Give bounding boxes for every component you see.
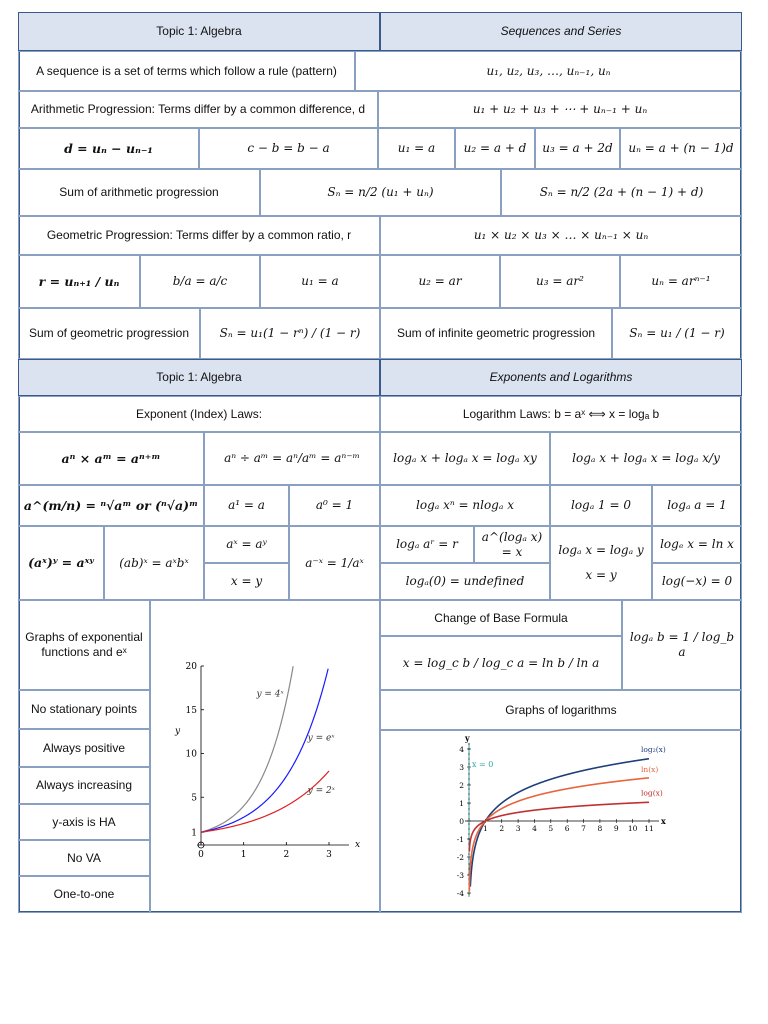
y-tick-label: 1 [191,828,197,839]
exp-equal-powers: aˣ = aʸ [204,526,289,563]
gp-product: u₁ × u₂ × u₃ × … × uₙ₋₁ × uₙ [380,216,742,255]
log-equality-line-2: x = y [585,568,617,582]
series-label: log₂(x) [641,745,666,755]
y-tick-label: -2 [456,853,464,862]
exp-product-power: (ab)ˣ = aˣbˣ [104,526,204,600]
x-tick-label: 3 [515,824,521,833]
x-tick-label: 1 [240,850,247,860]
log-power-law: logₐ xⁿ = nlogₐ x [380,485,550,526]
header-sequences-series: Sequences and Series [380,12,742,51]
exp-chart [151,601,379,912]
y-tick-label: 0 [459,817,464,826]
log-inverse-1: logₐ aʳ = r [380,526,474,563]
ap-u1: u₁ = a [378,128,455,169]
ap-sum-formula-1: Sₙ = n/2 (u₁ + uₙ) [260,169,501,216]
log-graphs-title: Graphs of logarithms [380,690,742,730]
property-3: Always increasing [18,767,150,804]
property-4: y-axis is HA [18,804,150,840]
exponent-laws-title: Exponent (Index) Laws: [18,396,380,432]
gp-sum-formula: Sₙ = u₁(1 − rⁿ) / (1 − r) [200,308,380,359]
x-axis-label: x [355,840,361,850]
ap-series: u₁ + u₂ + u₃ + ⋯ + uₙ₋₁ + uₙ [378,91,742,128]
asymptote-label: x = 0 [472,760,494,769]
log-product-law: logₐ x + logₐ x = logₐ xy [380,432,550,485]
log-quotient-law: logₐ x + logₐ x = logₐ x/y [550,432,742,485]
y-tick-label: 4 [459,745,464,754]
series-label: ln(x) [641,765,659,774]
ap-definition: Arithmetic Progression: Terms differ by a common difference, d [18,91,378,128]
gp-sum-label: Sum of geometric progression [18,308,200,359]
y-tick-label: 20 [185,662,197,672]
ap-sum-label: Sum of arithmetic progression [18,169,260,216]
header-exponents-logs: Exponents and Logarithms [380,359,742,396]
log-natural: logₑ x = ln x [652,526,742,563]
sequence-definition: A sequence is a set of terms which follow a rule (pattern) [18,51,355,91]
header-topic-left-2: Topic 1: Algebra [18,359,380,396]
series-line [470,759,649,887]
series-label: y = 2ˣ [307,785,335,796]
gp-un: uₙ = arⁿ⁻¹ [620,255,742,308]
exp-negative-power: a⁻ˣ = 1/aˣ [289,526,380,600]
y-axis-label: y [465,733,470,743]
y-tick-label: 1 [459,799,464,808]
x-tick-label: 11 [644,824,654,833]
y-tick-label: 10 [185,749,197,760]
y-tick-label: -1 [456,835,464,844]
exp-product-law: aⁿ × aᵐ = aⁿ⁺ᵐ [18,432,204,485]
x-tick-label: 1 [482,824,488,833]
y-tick-label: 15 [185,705,197,716]
sequence-terms: u₁, u₂, u₃, …, uₙ₋₁, uₙ [355,51,742,91]
y-tick-label: 5 [191,793,197,804]
gp-ratio-equality: b/a = a/c [140,255,260,308]
property-6: One-to-one [18,876,150,913]
log-graph-cell [380,730,742,913]
series-line [469,802,649,851]
logarithm-laws-title: Logarithm Laws: b = aˣ ⟺ x = logₐ b [380,396,742,432]
header-topic-left-1: Topic 1: Algebra [18,12,380,51]
cob-formula: x = log_c b / log_c a = ln b / ln a [380,636,622,690]
log-negative: log(−x) = 0 [652,563,742,600]
log-of-base: logₐ a = 1 [652,485,742,526]
gp-common-ratio: r = uₙ₊₁ / uₙ [18,255,140,308]
gp-definition: Geometric Progression: Terms differ by a common ratio, r [18,216,380,255]
series-line [469,778,649,892]
x-tick-label: 7 [581,824,586,833]
cob-reciprocal: logₐ b = 1 / log_b a [622,600,742,690]
property-5: No VA [18,840,150,876]
x-tick-label: 3 [326,850,332,860]
y-tick-label: 2 [459,781,464,790]
exp-power-zero: a⁰ = 1 [289,485,380,526]
x-tick-label: 0 [198,850,204,860]
log-inverse-2: a^(logₐ x) = x [474,526,550,563]
exp-graph-cell [150,600,380,913]
x-tick-label: 5 [548,824,554,833]
series-label: y = 4ˣ [256,689,284,700]
series-label: y = eˣ [307,733,335,744]
property-1: No stationary points [18,690,150,729]
exp-power-one: a¹ = a [204,485,289,526]
log-chart [381,731,741,912]
ap-u3: u₃ = a + 2d [535,128,620,169]
x-axis-label: x [661,816,666,826]
ap-un: uₙ = a + (n − 1)d [620,128,742,169]
y-tick-label: -3 [456,871,464,880]
x-tick-label: 2 [499,824,505,833]
gp-infinite-label: Sum of infinite geometric progression [380,308,612,359]
exp-root-law: a^(m/n) = ⁿ√aᵐ or (ⁿ√a)ᵐ [18,485,204,526]
exp-power-of-power: (aˣ)ʸ = aˣʸ [18,526,104,600]
y-tick-label: -4 [456,889,464,898]
x-tick-label: 4 [532,824,537,833]
x-tick-label: 8 [597,824,603,833]
exp-quotient-law: aⁿ ÷ aᵐ = aⁿ/aᵐ = aⁿ⁻ᵐ [204,432,380,485]
x-tick-label: 10 [627,824,638,833]
log-of-zero: logₐ(0) = undefined [380,563,550,600]
ap-u2: u₂ = a + d [455,128,535,169]
cob-title: Change of Base Formula [380,600,622,636]
property-2: Always positive [18,729,150,767]
series-label: log(x) [641,788,663,798]
gp-u2: u₂ = ar [380,255,500,308]
gp-infinite-formula: Sₙ = u₁ / (1 − r) [612,308,742,359]
y-tick-label: 3 [459,763,464,772]
ap-common-difference: d = uₙ − uₙ₋₁ [18,128,199,169]
exp-graphs-title: Graphs of exponential functions and eˣ [18,600,150,690]
x-tick-label: 2 [283,850,290,860]
log-equality [550,526,652,600]
x-tick-label: 9 [613,824,619,833]
gp-u3: u₃ = ar² [500,255,620,308]
ap-sum-formula-2: Sₙ = n/2 (2a + (n − 1) + d) [501,169,742,216]
x-tick-label: 6 [564,824,570,833]
gp-u1: u₁ = a [260,255,380,308]
exp-equal-exponents: x = y [204,563,289,600]
log-equality-line-1: logₐ x = logₐ y [558,543,644,557]
y-axis-label: y [175,726,181,737]
ap-cba: c − b = b − a [199,128,378,169]
log-of-one: logₐ 1 = 0 [550,485,652,526]
